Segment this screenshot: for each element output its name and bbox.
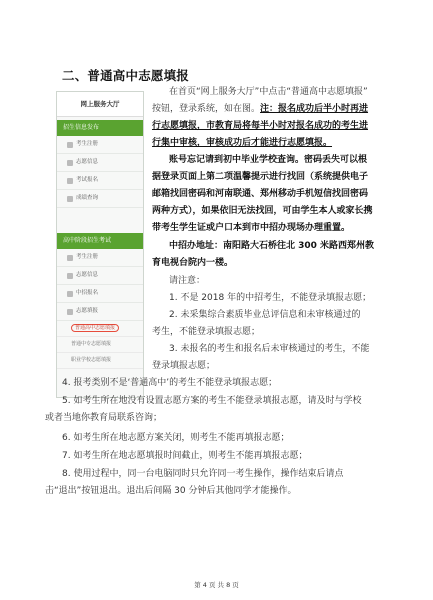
- item-icon: [67, 178, 73, 184]
- para1-line2: 按钮，登录系统，如在图。注：报名成功后半小时再进: [152, 104, 369, 114]
- sidebar-sub: 普通中专志愿填报: [57, 337, 143, 353]
- sidebar-item: 成绩查询: [57, 190, 143, 208]
- sidebar-item: 中招报名: [57, 285, 143, 303]
- address-line2: 育电视台院内一楼。: [152, 258, 234, 268]
- sidebar-item: 志愿信息: [57, 267, 143, 285]
- sidebar-item: 考生注册: [57, 249, 143, 267]
- sidebar-item: 志愿信息: [57, 154, 143, 172]
- note-3b: 登录填报志愿；: [152, 361, 216, 371]
- sidebar-item: 考生注册: [57, 136, 143, 154]
- item-icon: [67, 142, 73, 148]
- para2-line1: 账号忘记请到初中毕业学校查询。密码丢失可以根: [169, 155, 368, 165]
- sidebar-section-1: 招生信息发布: [57, 120, 143, 136]
- section-heading: 二、普通高中志愿填报: [62, 68, 190, 83]
- notes-intro: 请注意：: [169, 276, 206, 286]
- sidebar-sub: 职业学校志愿填报: [57, 353, 143, 369]
- item-icon: [67, 291, 73, 297]
- note-5b: 或者当地你教育局联系咨询；: [45, 413, 163, 423]
- note-8a: 8. 使用过程中，同一台电脑同时只允许同一考生操作，操作结束后请点: [62, 469, 344, 479]
- sidebar-title: 网上服务大厅: [57, 92, 143, 117]
- sidebar-item: 志愿填报: [57, 303, 143, 321]
- note-2a: 2. 未采集综合素质毕业总评信息和未审核通过的: [169, 310, 361, 320]
- note-3a: 3. 未报名的考生和报名后未审核通过的考生，不能: [169, 344, 370, 354]
- para1-line4: 行集中审核，审核成功后才能进行志愿填报。: [152, 138, 333, 148]
- item-icon: [67, 255, 73, 261]
- item-icon: [67, 273, 73, 279]
- para2-line2: 据登录页面上第二项温馨提示进行找回（系统提供电子: [152, 172, 369, 182]
- note-4: 4. 报考类别不是‘普通高中’的考生不能登录填报志愿；: [62, 378, 278, 388]
- item-icon: [67, 160, 73, 166]
- sidebar-section-2: 高中阶段招生考试: [57, 233, 143, 249]
- note-1: 1. 不是 2018 年的中招考生，不能登录填报志愿；: [169, 293, 372, 303]
- note-6: 6. 如考生所在地志愿方案关闭，则考生不能再填报志愿；: [62, 433, 290, 443]
- sidebar-screenshot: [56, 91, 144, 398]
- note-5a: 5. 如考生所在地没有设置志愿方案的考生不能登录填报志愿，请及时与学校: [62, 396, 362, 406]
- para1-line1: 在首页“网上服务大厅”中点击“普通高中志愿填报”: [169, 87, 368, 97]
- address-line1: 中招办地址：南阳路大石桥往北 300 米路西郑州教: [169, 241, 375, 251]
- para1-line3: 行志愿填报，市教育局将每半小时对报名成功的考生进: [152, 121, 369, 131]
- para2-line5: 带考生学生证或户口本到市中招办现场办理重置。: [152, 223, 351, 233]
- sidebar-item: 考试报名: [57, 172, 143, 190]
- para2-line4: 两种方式），如果依旧无法找回，可由学生本人或家长携: [152, 206, 373, 216]
- note-7: 7. 如考生所在地志愿填报时间截止，则考生不能再填报志愿；: [62, 451, 308, 461]
- note-2b: 考生，不能登录填报志愿；: [152, 327, 261, 337]
- item-icon: [67, 309, 73, 315]
- para2-line3: 邮箱找回密码和河南联通、郑州移动手机短信找回密码: [152, 189, 369, 199]
- sidebar-sub-highlighted: 普通高中志愿填报: [57, 321, 143, 337]
- page-footer: 第 4 页 共 8 页: [194, 581, 239, 589]
- item-icon: [67, 196, 73, 202]
- note-8b: 击“退出”按钮退出。退出后间隔 30 分钟后其他同学才能操作。: [45, 486, 297, 496]
